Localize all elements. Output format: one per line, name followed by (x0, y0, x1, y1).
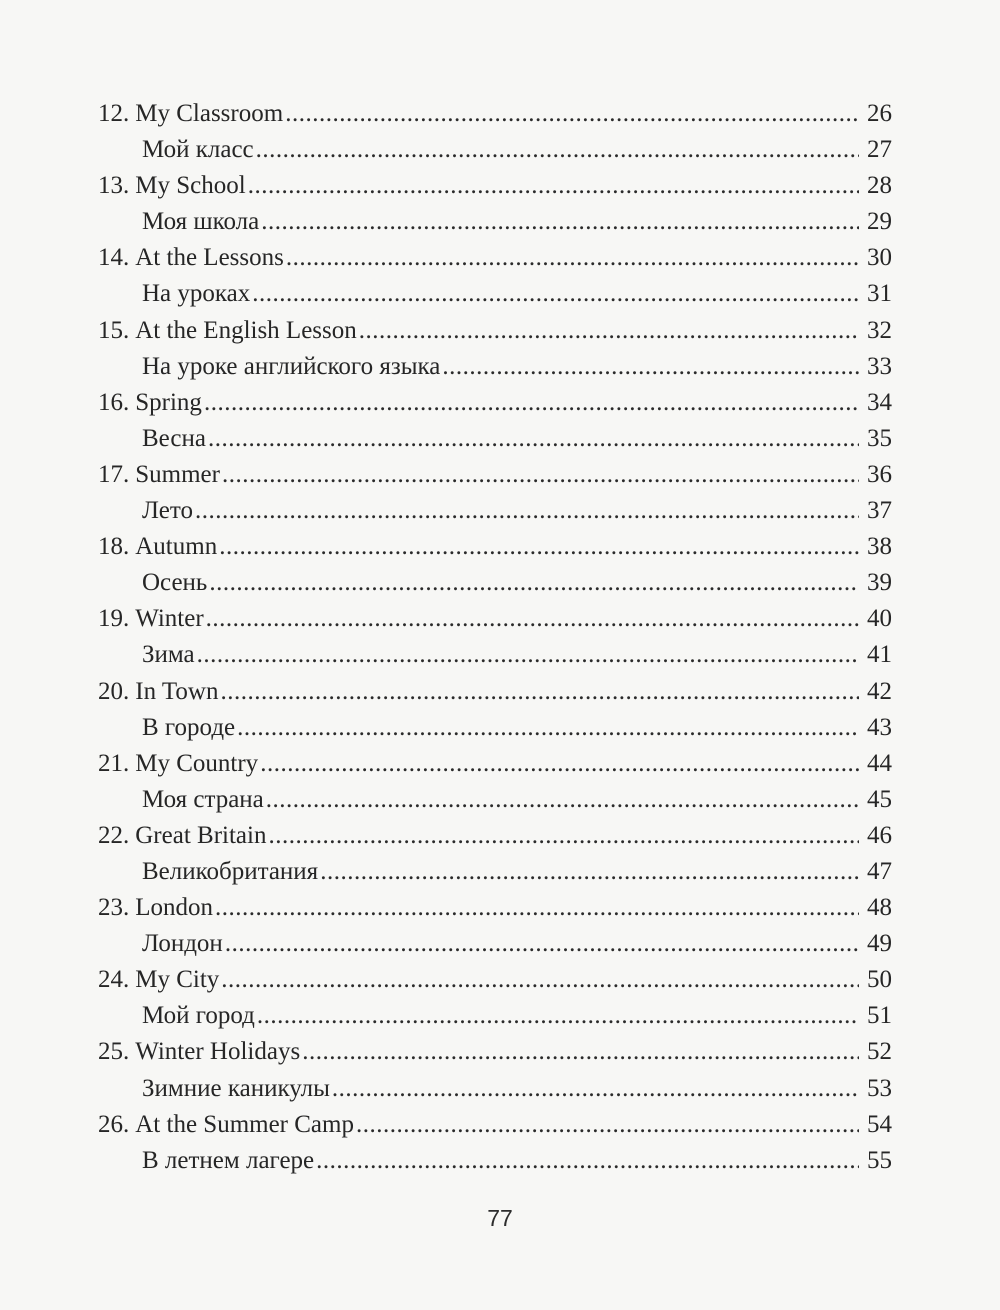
dot-leader (302, 1034, 859, 1070)
toc-entry-title: At the English Lesson (135, 316, 357, 344)
toc-entry-page: 46 (867, 821, 892, 849)
toc-entry-page: 30 (867, 244, 892, 272)
dot-leader (286, 240, 859, 276)
dot-leader (248, 168, 859, 204)
toc-entry-title: In Town (135, 677, 219, 705)
toc-entry-title: Моя страна (142, 785, 264, 813)
toc-entry-title: Мой город (142, 1002, 255, 1030)
dot-leader (215, 890, 859, 926)
toc-subentry (98, 710, 892, 746)
toc-entry (98, 746, 892, 782)
toc-entry-page: 37 (867, 497, 892, 525)
toc-entry-title: Великобритания (142, 857, 319, 885)
toc-entry-number: 17. (98, 460, 130, 488)
toc-entry-title: My City (135, 966, 220, 994)
toc-entry (98, 962, 892, 998)
toc-entry-page: 38 (867, 533, 892, 561)
toc-entry (98, 313, 892, 349)
dot-leader (219, 529, 859, 565)
toc-entry-page: 53 (867, 1074, 892, 1102)
toc-entry-number: 25. (98, 1038, 130, 1066)
toc-entry-page: 42 (867, 677, 892, 705)
dot-leader (252, 276, 859, 312)
dot-leader (221, 962, 859, 998)
toc-entry-page: 43 (867, 713, 892, 741)
toc-entry-title: Весна (142, 424, 206, 452)
toc-subentry (98, 854, 892, 890)
toc-entry-number: 18. (98, 533, 130, 561)
toc-entry-title: Spring (135, 388, 202, 416)
toc-entry-title: Лето (142, 497, 193, 525)
toc-entry-page: 50 (867, 966, 892, 994)
toc-entry (98, 890, 892, 926)
toc-entry-page: 29 (867, 208, 892, 236)
toc-entry-number: 24. (98, 966, 130, 994)
toc-subentry (98, 637, 892, 673)
toc-entry-page: 31 (867, 280, 892, 308)
toc-entry-title: Autumn (135, 533, 218, 561)
toc-entry (98, 385, 892, 421)
toc-entry-page: 27 (867, 136, 892, 164)
dot-leader (220, 674, 859, 710)
toc-entry-page: 44 (867, 749, 892, 777)
toc-subentry (98, 276, 892, 312)
toc-entry-title: Winter (135, 605, 204, 633)
dot-leader (356, 1107, 859, 1143)
toc-entry (98, 96, 892, 132)
toc-entry-title: My Country (135, 749, 259, 777)
toc-entry-page: 28 (867, 172, 892, 200)
toc-entry-title: London (135, 894, 214, 922)
toc-entry-title: Моя школа (142, 208, 260, 236)
toc-entry (98, 1107, 892, 1143)
toc-entry-title: Зима (142, 641, 195, 669)
toc-entry-page: 45 (867, 785, 892, 813)
toc-entry-number: 20. (98, 677, 130, 705)
toc-entry-number: 13. (98, 172, 130, 200)
dot-leader (237, 710, 859, 746)
toc-subentry (98, 1143, 892, 1179)
toc-entry-page: 36 (867, 460, 892, 488)
toc-subentry (98, 132, 892, 168)
toc-entry (98, 240, 892, 276)
toc-subentry (98, 1071, 892, 1107)
toc-entry-page: 32 (867, 316, 892, 344)
toc-entry-title: Зимние каникулы (142, 1074, 330, 1102)
dot-leader (442, 349, 859, 385)
dot-leader (266, 782, 859, 818)
toc-entry-page: 49 (867, 930, 892, 958)
toc-entry-number: 19. (98, 605, 130, 633)
toc-subentry (98, 493, 892, 529)
dot-leader (256, 132, 859, 168)
toc-entry (98, 529, 892, 565)
toc-entry-page: 40 (867, 605, 892, 633)
toc-entry-page: 41 (867, 641, 892, 669)
toc-entry-title: At the Summer Camp (135, 1110, 354, 1138)
toc-entry-title: На уроках (142, 280, 251, 308)
dot-leader (261, 204, 859, 240)
dot-leader (222, 457, 859, 493)
toc-entry-number: 12. (98, 100, 130, 127)
dot-leader (257, 998, 859, 1034)
page-number: 77 (487, 1205, 513, 1231)
toc-entry-page: 52 (867, 1038, 892, 1066)
dot-leader (260, 746, 859, 782)
dot-leader (206, 601, 859, 637)
toc-entry-title: В летнем лагере (142, 1146, 315, 1174)
toc-entry (98, 168, 892, 204)
toc-entry (98, 1034, 892, 1070)
toc-entry-title: На уроке английского языка (142, 352, 441, 380)
toc-entry-number: 16. (98, 388, 130, 416)
toc-entry-title: Осень (142, 569, 208, 597)
dot-leader (268, 818, 859, 854)
toc-entry-page: 48 (867, 894, 892, 922)
toc-entry-title: Лондон (142, 930, 223, 958)
dot-leader (359, 313, 859, 349)
toc-entry-title: Winter Holidays (135, 1038, 301, 1066)
dot-leader (197, 637, 859, 673)
toc-entry-page: 35 (867, 424, 892, 452)
toc-entry-number: 14. (98, 244, 130, 272)
dot-leader (332, 1071, 859, 1107)
toc-entry (98, 457, 892, 493)
toc-entry-number: 23. (98, 894, 130, 922)
toc-subentry (98, 782, 892, 818)
toc-entry-page: 51 (867, 1002, 892, 1030)
toc-subentry (98, 998, 892, 1034)
toc-entry (98, 674, 892, 710)
toc-entry-number: 26. (98, 1110, 130, 1138)
toc-entry-title: My Classroom (135, 100, 284, 127)
toc-entry-page: 47 (867, 857, 892, 885)
toc-entry-page: 39 (867, 569, 892, 597)
toc-entry-title: My School (135, 172, 246, 200)
table-of-contents (98, 96, 892, 1179)
toc-entry (98, 818, 892, 854)
toc-entry-number: 15. (98, 316, 130, 344)
toc-entry-page: 33 (867, 352, 892, 380)
toc-entry-page: 55 (867, 1146, 892, 1174)
toc-entry-page: 34 (867, 388, 892, 416)
toc-entry-title: Мой класс (142, 136, 254, 164)
toc-subentry (98, 204, 892, 240)
toc-entry-page: 26 (867, 100, 892, 127)
dot-leader (320, 854, 859, 890)
toc-entry-page: 54 (867, 1110, 892, 1138)
dot-leader (316, 1143, 859, 1179)
toc-entry-title: Great Britain (135, 821, 267, 849)
toc-entry-number: 21. (98, 749, 130, 777)
toc-subentry (98, 565, 892, 601)
toc-entry-title: Summer (135, 460, 220, 488)
dot-leader (195, 493, 859, 529)
toc-subentry (98, 926, 892, 962)
toc-entry-title: В городе (142, 713, 236, 741)
toc-subentry (98, 349, 892, 385)
toc-entry-number: 22. (98, 821, 130, 849)
dot-leader (225, 926, 859, 962)
toc-entry (98, 601, 892, 637)
toc-subentry (98, 421, 892, 457)
toc-entry-title: At the Lessons (135, 244, 284, 272)
dot-leader (208, 421, 859, 457)
dot-leader (204, 385, 859, 421)
dot-leader (209, 565, 859, 601)
dot-leader (285, 96, 859, 132)
